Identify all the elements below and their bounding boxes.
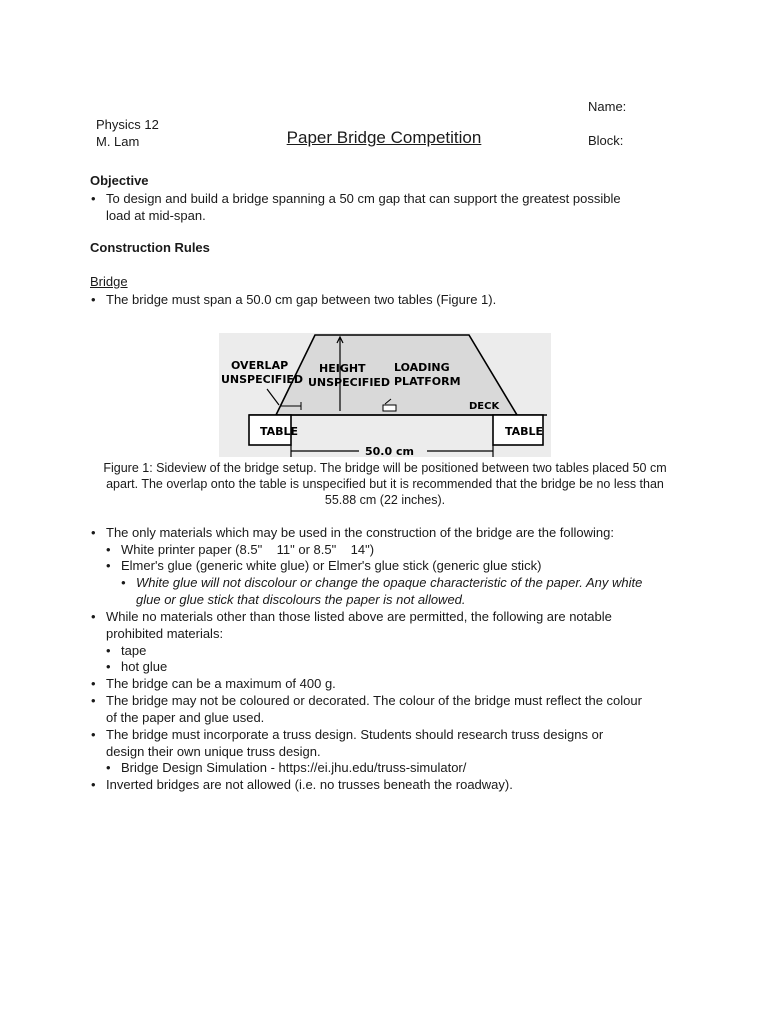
loading-platform <box>383 405 396 411</box>
caption-line-2: apart. The overlap onto the table is unspecified but it is recommended that the bridge be no less than <box>106 477 664 491</box>
page-title <box>0 128 768 148</box>
span-item <box>91 291 497 308</box>
truss-text-2: design their own unique truss design. <box>106 744 321 759</box>
colour-text-2: of the paper and glue used. <box>106 710 265 725</box>
bullet: • <box>106 760 111 775</box>
construction-rules-heading: Construction Rules <box>90 240 210 255</box>
block-label: Block: <box>588 133 624 148</box>
truss-text-1: The bridge must incorporate a truss design. Students should research truss designs or <box>106 727 604 742</box>
bullet: • <box>91 191 96 206</box>
materials-text: The only materials which may be used in the construction of the bridge are the following: <box>106 525 614 540</box>
objective-text-2: load at mid-span. <box>106 208 206 223</box>
caption-line-3: 55.88 cm (22 inches). <box>324 493 446 507</box>
paper-text: White printer paper (8.5" 11" or 8.5" 14") <box>121 542 375 557</box>
table-left-label: TABLE <box>260 425 299 438</box>
bridge-figure <box>219 333 551 457</box>
bullet: • <box>91 292 96 307</box>
loading-label-1: LOADING <box>394 361 450 374</box>
overlap-label-2: UNSPECIFIED <box>221 373 304 386</box>
materials-item <box>91 524 614 541</box>
gap-label: 50.0 cm <box>365 445 414 457</box>
bullet: • <box>106 643 111 658</box>
prohibited-text-2: prohibited materials: <box>106 626 224 641</box>
bridge-heading: Bridge <box>90 274 128 289</box>
objective-text-1: To design and build a bridge spanning a 50 cm gap that can support the greatest possible <box>106 191 621 206</box>
bullet: • <box>91 609 96 624</box>
bullet: • <box>121 575 126 590</box>
height-label-1: HEIGHT <box>319 362 366 375</box>
loading-label-2: PLATFORM <box>394 375 461 388</box>
course-name: Physics 12 <box>96 117 159 132</box>
objective-item <box>91 190 621 224</box>
hot-glue-item <box>106 658 168 675</box>
bullet: • <box>91 525 96 540</box>
bullet: • <box>106 558 111 573</box>
hot-glue-text: hot glue <box>121 659 168 674</box>
glue-text: Elmer's glue (generic white glue) or Elmer's glue stick (generic glue stick) <box>121 558 542 573</box>
colour-text-1: The bridge may not be coloured or decorated. The colour of the bridge must reflect the colour <box>106 693 642 708</box>
prohibited-item <box>91 608 612 642</box>
glue-note-1: White glue will not discolour or change the opaque characteristic of the paper. Any white <box>136 575 643 590</box>
overlap-label-1: OVERLAP <box>231 359 289 372</box>
mass-text: The bridge can be a maximum of 400 g. <box>106 676 336 691</box>
truss-item <box>91 726 604 760</box>
caption-line-1: Figure 1: Sideview of the bridge setup. The bridge will be positioned between two tables placed 50 cm <box>103 461 667 475</box>
simulation-text: Bridge Design Simulation - https://ei.jhu.edu/truss-simulator/ <box>121 760 467 775</box>
bullet: • <box>91 727 96 742</box>
bullet: • <box>106 659 111 674</box>
simulation-item <box>106 759 467 776</box>
height-label-2: UNSPECIFIED <box>308 376 391 389</box>
inverted-text: Inverted bridges are not allowed (i.e. no trusses beneath the roadway). <box>106 777 513 792</box>
bullet: • <box>91 693 96 708</box>
glue-item <box>106 557 542 574</box>
figure-caption <box>90 460 680 508</box>
bullet: • <box>91 777 96 792</box>
mass-item <box>91 675 336 692</box>
title-text: Paper Bridge Competition <box>286 128 482 147</box>
paper-item <box>106 541 375 558</box>
objective-heading: Objective <box>90 173 149 188</box>
tape-text: tape <box>121 643 147 658</box>
span-text: The bridge must span a 50.0 cm gap between two tables (Figure 1). <box>106 292 497 307</box>
bullet: • <box>106 542 111 557</box>
prohibited-text-1: While no materials other than those listed above are permitted, the following are notable <box>106 609 612 624</box>
teacher-name: M. Lam <box>96 134 140 149</box>
glue-note-2: glue or glue stick that discolours the paper is not allowed. <box>136 592 466 607</box>
bullet: • <box>91 676 96 691</box>
colour-item <box>91 692 642 726</box>
tape-item <box>106 642 147 659</box>
glue-note-item <box>121 574 643 608</box>
table-right-label: TABLE <box>505 425 544 438</box>
inverted-item <box>91 776 513 793</box>
name-label: Name: <box>588 99 627 114</box>
deck-label: DECK <box>469 401 500 412</box>
